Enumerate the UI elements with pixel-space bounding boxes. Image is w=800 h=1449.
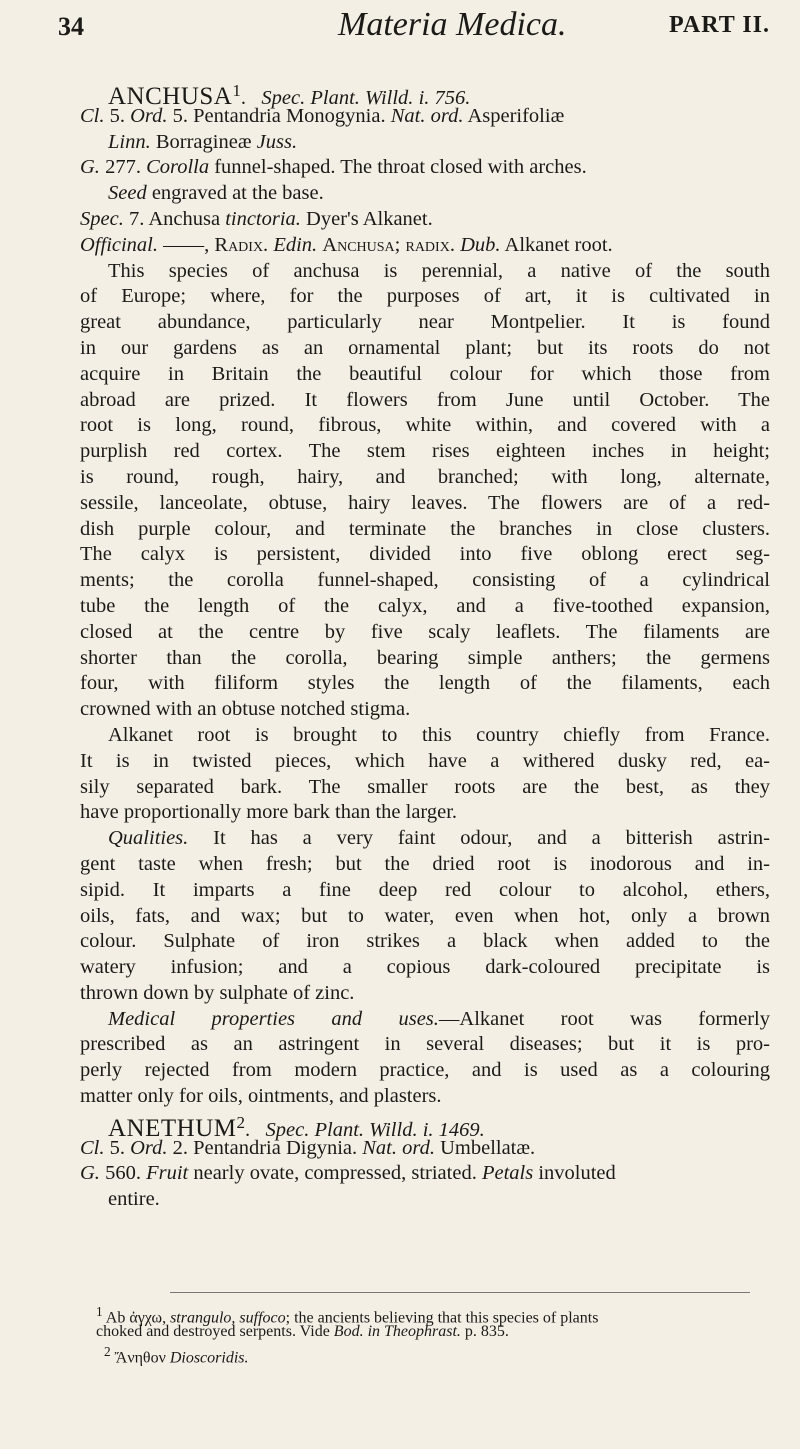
text-line: closed at the centre by five scaly leaflets. The filaments are — [80, 620, 770, 643]
text-run: Umbellatæ. — [434, 1136, 536, 1159]
text-run: 560. — [99, 1162, 147, 1185]
text-line: four, with filiform styles the length of the filaments, each — [80, 672, 770, 695]
paragraph-medical-properties — [80, 1007, 770, 1110]
text-line: ments; the corolla funnel-shaped, consisting of a cylindrical — [80, 569, 770, 592]
text-line: watery infusion; and a copious dark-coloured precipitate is — [80, 956, 770, 979]
footnote-2 — [96, 1342, 768, 1367]
text-run: . — [245, 1118, 251, 1141]
text-run: Ἄνηθον — [110, 1349, 170, 1367]
text-run: Edin. — [273, 233, 318, 256]
footnote-1 — [96, 1302, 768, 1327]
text-line: This species of anchusa is perennial, a native of the south — [108, 259, 770, 282]
text-run: Bod. in Theophrast. — [333, 1323, 461, 1340]
text-run: Anchusa — [322, 233, 395, 256]
text-run: —Alkanet root was formerly — [438, 1007, 770, 1030]
reference-page: i. 756. — [413, 86, 471, 109]
genus-name: ANETHUM — [108, 1114, 237, 1142]
text-line: acquire in Britain the beautiful colour for which those from — [80, 362, 770, 385]
footnote-1-cont — [96, 1322, 768, 1342]
text-run: Ab ἀγχω, — [102, 1309, 171, 1327]
text-run: Alkanet root. — [500, 233, 613, 256]
text-run: involuted — [533, 1162, 616, 1185]
classification-line — [80, 104, 770, 130]
footnote-divider — [170, 1292, 750, 1293]
text-run: Corolla — [146, 156, 210, 179]
part-label: PART II. — [669, 12, 770, 38]
text-line — [80, 826, 770, 852]
text-run: ; — [394, 233, 406, 256]
text-line: in our gardens as an ornamental plant; but its roots do not — [80, 336, 770, 359]
footnote-mark: 1 — [96, 1304, 103, 1319]
text-line: perly rejected from modern practice, and is used as a colouring — [80, 1059, 770, 1082]
text-line: colour. Sulphate of iron strikes a black when added to the — [80, 930, 770, 953]
text-run: Seed — [108, 182, 147, 205]
text-run: Nat. ord. — [390, 104, 464, 127]
text-run: Dub. — [460, 233, 501, 256]
page-number: 34 — [58, 12, 84, 41]
text-line: matter only for oils, ointments, and plasters. — [80, 1085, 442, 1108]
genus-character-line: entire. — [108, 1188, 160, 1211]
main-text — [80, 78, 770, 1213]
text-run: Linn. — [108, 130, 151, 153]
paragraph-description — [80, 259, 770, 723]
text-run: G. — [80, 156, 100, 179]
text-run: Ord. — [130, 1136, 168, 1159]
text-run: ——, — [158, 233, 215, 256]
running-title: Materia Medica. — [338, 6, 567, 43]
genus-character-line — [80, 155, 770, 181]
text-line: dish purple colour, and terminate the branches in close clusters. — [80, 517, 770, 540]
footnote-ref: 2 — [236, 1112, 246, 1132]
text-line: crowned with an obtuse notched stigma. — [80, 698, 411, 721]
text-run: Nat. ord. — [362, 1136, 435, 1159]
text-run: It has a very faint odour, and a bitterish astrin- — [188, 827, 770, 850]
text-run: Petals — [481, 1162, 534, 1185]
text-run: Borragineæ — [150, 130, 257, 153]
text-line — [80, 1007, 770, 1033]
text-run: 7. Anchusa — [123, 207, 226, 230]
text-line: sily separated bark. The smaller roots are the best, as they — [80, 775, 770, 798]
paragraph-qualities — [80, 826, 770, 1007]
classification-line — [80, 1136, 770, 1162]
text-line: have proportionally more bark than the larger. — [80, 801, 458, 824]
reference-page: i. 1469. — [417, 1118, 485, 1141]
text-run: ; the ancients believing that this species of plants — [285, 1309, 599, 1327]
text-run: Cl. — [80, 104, 105, 127]
reference: Spec. Plant. Willd. — [265, 1118, 418, 1141]
text-run: 5. — [104, 1136, 131, 1159]
text-line: tube the length of the calyx, and a five-toothed expansion, — [80, 594, 770, 617]
genus-name: ANCHUSA — [108, 82, 233, 110]
text-line: gent taste when fresh; but the dried root is inodorous and in- — [80, 852, 770, 875]
classification-line — [80, 130, 770, 156]
text-line: It is in twisted pieces, which have a withered dusky red, ea- — [80, 749, 770, 772]
text-line: sipid. It imparts a fine deep red colour to alcohol, ethers, — [80, 878, 770, 901]
text-run: Dioscoridis. — [169, 1349, 249, 1367]
text-line: root is long, round, fibrous, white within, and covered with a — [80, 414, 770, 437]
text-run: Spec. — [80, 207, 124, 230]
text-line: shorter than the corolla, bearing simple anthers; the germens — [80, 646, 770, 669]
text-line: great abundance, particularly near Montpelier. It is found — [80, 311, 770, 334]
officinal-line — [80, 233, 770, 259]
genus-character-line — [80, 1161, 770, 1187]
text-line: thrown down by sulphate of zinc. — [80, 981, 355, 1004]
text-run: Officinal. — [80, 233, 159, 256]
text-run: engraved at the base. — [146, 182, 324, 205]
text-line: The calyx is persistent, divided into five oblong erect seg- — [80, 543, 770, 566]
text-run: . — [240, 86, 247, 109]
text-run: Fruit — [146, 1162, 189, 1185]
section-heading: Medical properties and uses. — [108, 1007, 439, 1030]
footnote-ref: 1 — [232, 81, 241, 100]
text-line: sessile, lanceolate, obtuse, hairy leaves. The flowers are of a red- — [80, 491, 770, 514]
text-run: choked and destroyed serpents. Vide — [96, 1323, 334, 1340]
text-run: Dyer's Alkanet. — [300, 207, 433, 230]
text-line: abroad are prized. It flowers from June until October. The — [80, 388, 770, 411]
text-run: 277. — [99, 156, 147, 179]
text-line: oils, fats, and wax; but to water, even when hot, only a brown — [80, 904, 770, 927]
section-heading: Qualities. — [108, 827, 189, 850]
entry-heading-anchusa — [80, 78, 770, 110]
text-run: strangulo, suffoco — [170, 1309, 286, 1327]
text-run: Ord. — [130, 104, 168, 127]
text-line: is round, rough, hairy, and branched; with long, alternate, — [80, 465, 770, 488]
entry-heading-anethum — [80, 1110, 770, 1142]
text-run: Cl. — [80, 1136, 105, 1159]
text-run: nearly ovate, compressed, striated. — [188, 1162, 482, 1185]
text-line: prescribed as an astringent in several diseases; but it is pro- — [80, 1033, 770, 1056]
text-run: Radix. — [214, 233, 269, 256]
text-run: Asperifoliæ — [463, 104, 565, 127]
footnote-mark: 2 — [104, 1344, 111, 1359]
text-line: purplish red cortex. The stem rises eighteen inches in height; — [80, 440, 770, 463]
text-run: radix. — [405, 233, 455, 256]
species-line — [80, 207, 770, 233]
genus-character-line — [80, 181, 770, 207]
text-run: p. 835. — [460, 1323, 509, 1340]
reference: Spec. Plant. Willd. — [261, 86, 414, 109]
text-run: funnel-shaped. The throat closed with arches. — [209, 156, 587, 179]
text-run: 5. — [104, 104, 131, 127]
paragraph-source — [80, 723, 770, 826]
text-run: 2. Pentandria Digynia. — [167, 1136, 363, 1159]
running-header — [58, 6, 770, 46]
text-run: 5. Pentandria Monogynia. — [167, 104, 391, 127]
text-run: G. — [80, 1162, 100, 1185]
text-run: tinctoria. — [225, 207, 301, 230]
text-line: Alkanet root is brought to this country chiefly from France. — [108, 723, 770, 746]
text-line: of Europe; where, for the purposes of art, it is cultivated in — [80, 285, 770, 308]
text-run: Juss. — [256, 130, 298, 153]
footnotes — [96, 1302, 768, 1367]
